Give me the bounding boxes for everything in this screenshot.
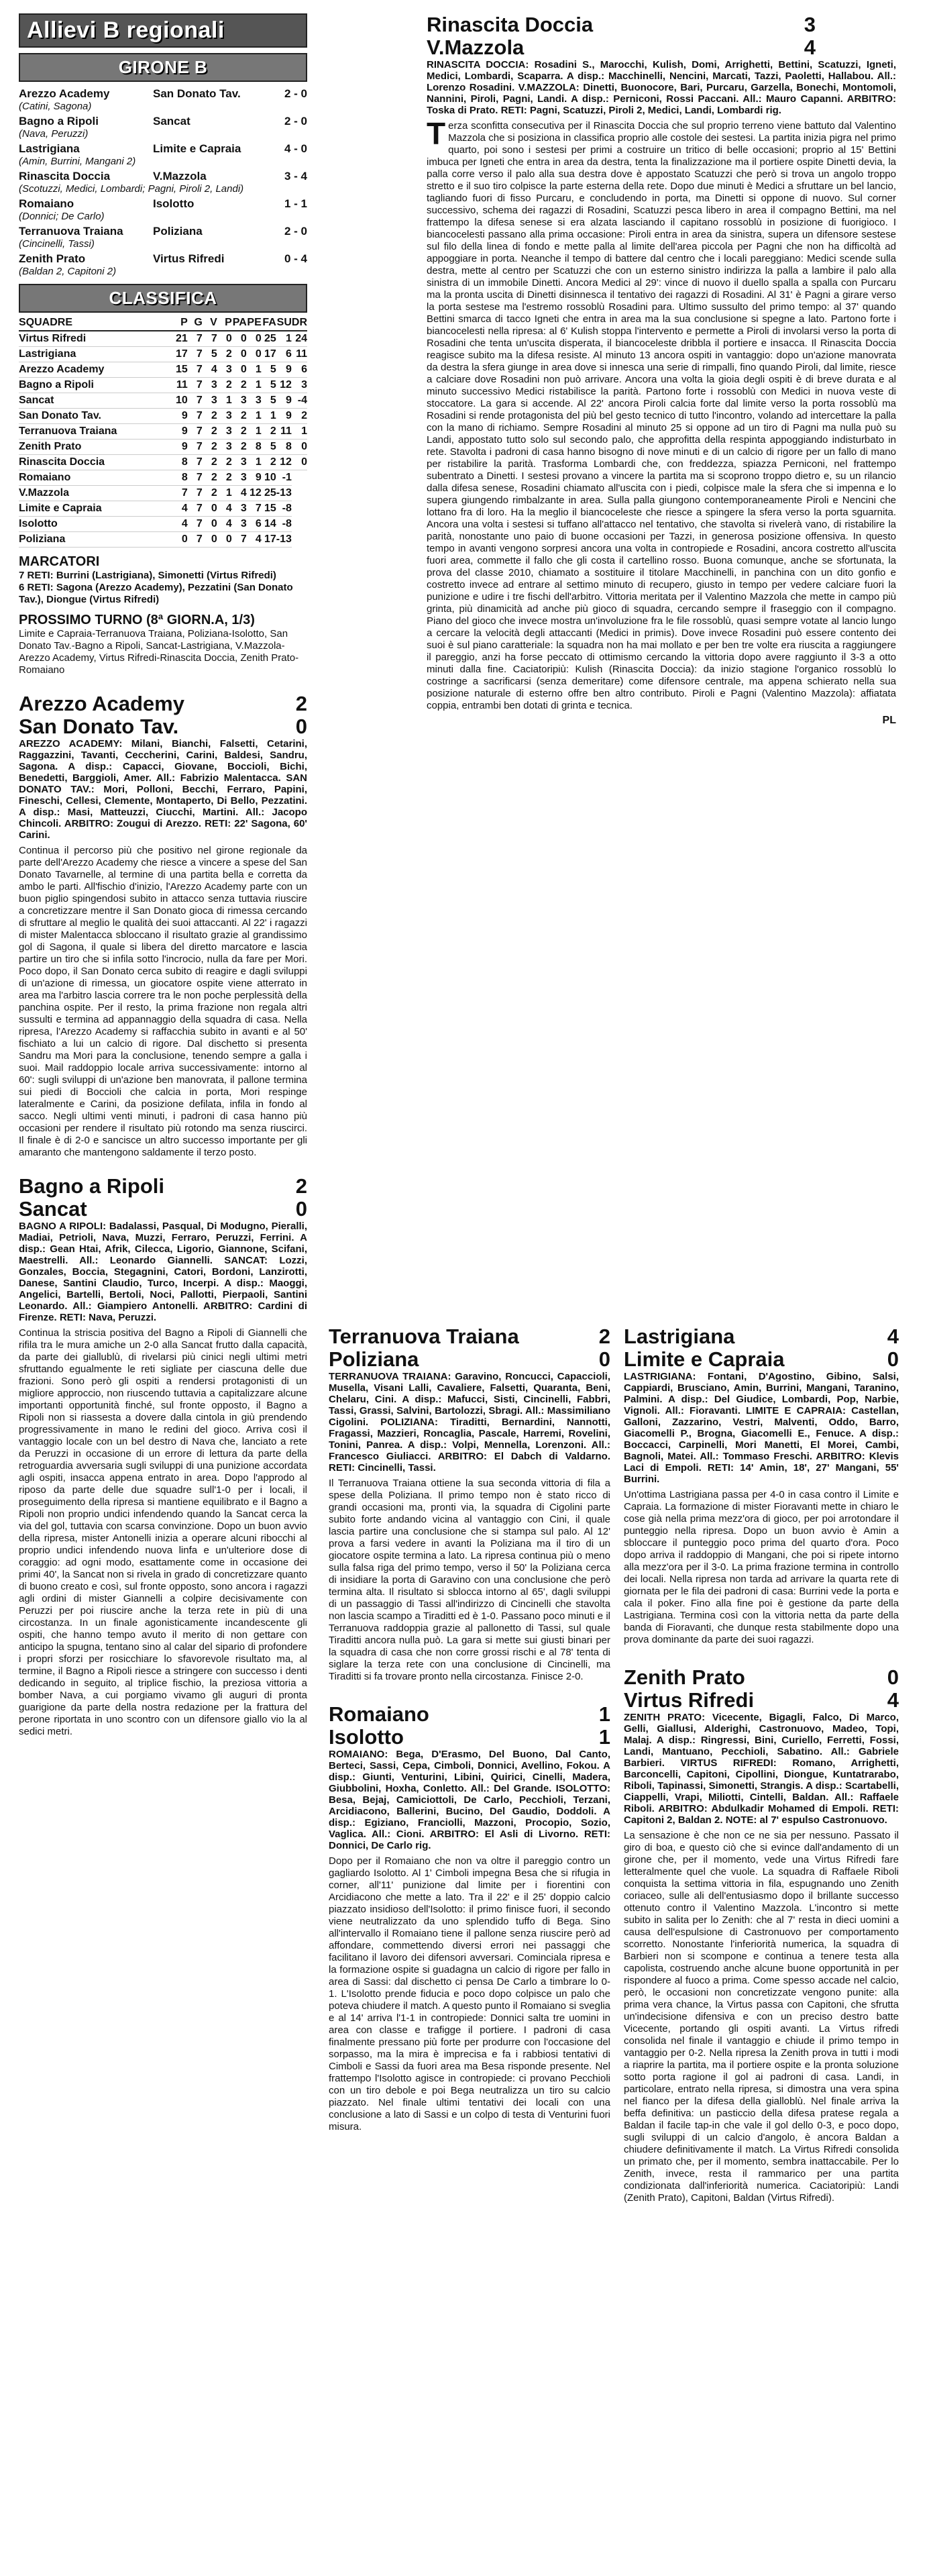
standings-team: Virtus Rifredi <box>19 331 173 347</box>
next-round-text: Limite e Capraia-Terranuova Traiana, Poliziana-Isolotto, San Donato Tav.-Bagno a Ripoli, Sancat-Lastrigiana, V.Mazzola-Arezzo Academy, Virtus Rifredi-Rinascita Doccia, Zenith Prato-Romaiano <box>19 628 299 676</box>
author-initials: PL <box>882 715 896 726</box>
standings-cell: 24 <box>292 331 307 347</box>
standings-row <box>19 455 307 470</box>
standings-cell: 17 <box>262 347 276 362</box>
standings-cell: 2 <box>203 455 217 470</box>
standings-cell: 21 <box>173 331 188 347</box>
standings-cell: 2 <box>262 424 276 440</box>
standings-cell: 12 <box>276 378 292 393</box>
standings-row <box>19 393 307 409</box>
standings-cell: 7 <box>188 393 203 409</box>
match-away-score: 0 <box>295 1197 307 1221</box>
standings-cell: 4 <box>247 532 262 548</box>
result-score: 3 - 4 <box>284 170 307 183</box>
match-away-score: 0 <box>598 1347 610 1371</box>
standings-cell: 7 <box>188 331 203 347</box>
standings-team: Terranuova Traiana <box>19 424 173 440</box>
standings-cell: -1 <box>276 470 292 486</box>
standings-table <box>19 315 307 548</box>
standings-cell: 9 <box>247 470 262 486</box>
standings-cell: 2 <box>203 486 217 501</box>
standings-team: Arezzo Academy <box>19 362 173 378</box>
standings-row <box>19 470 307 486</box>
standings-cell: 9 <box>276 393 292 409</box>
standings-banner: CLASSIFICA <box>19 284 307 313</box>
standings-cell: 15 <box>173 362 188 378</box>
match-home: Zenith Prato <box>624 1665 745 1689</box>
result-item <box>19 115 307 140</box>
standings-cell: 2 <box>232 409 247 424</box>
standings-team: Zenith Prato <box>19 440 173 455</box>
standings-cell: 11 <box>173 378 188 393</box>
standings-cell: 4 <box>203 362 217 378</box>
match-home: Bagno a Ripoli <box>19 1174 164 1198</box>
match-away: Sancat <box>19 1197 87 1221</box>
standings-cell: 5 <box>262 378 276 393</box>
match-home-score: 2 <box>598 1325 610 1348</box>
match-home: Arezzo Academy <box>19 692 184 715</box>
match-home-score: 2 <box>295 692 307 715</box>
match-away: Poliziana <box>329 1347 419 1371</box>
standings-header: SQUADRE <box>19 315 173 331</box>
standings-cell: 25 <box>262 331 276 347</box>
standings-cell: 7 <box>188 486 203 501</box>
result-score: 4 - 0 <box>284 142 307 155</box>
standings-team: Poliziana <box>19 532 173 548</box>
match-home: Rinascita Doccia <box>427 13 594 36</box>
standings-cell: 0 <box>217 331 232 347</box>
match-away-score: 4 <box>804 36 816 59</box>
standings-header: FA <box>262 315 276 331</box>
standings-header: DR <box>292 315 307 331</box>
standings-header-row <box>19 315 307 331</box>
standings-cell: 14 <box>262 517 276 532</box>
match-home-score: 4 <box>887 1325 899 1348</box>
standings-cell: 3 <box>203 378 217 393</box>
match-report: Continua la striscia positiva del Bagno a Ripoli di Giannelli che rifila tra le mura amiche un 2-0 alla Sancat frutto dalla capacità, da parte dei giallublù, di rivelarsi più cinici negli ultimi metri sfruttando egualmente le reti sigliate per ciascuna delle due frazioni. Sono però gli ospiti a rendersi protagonisti di un migliore approccio, non riuscendo tuttavia a capitalizzare alcune importanti opportunità finché, sul fronte opposto, il Bagno a Ripoli non si riassesta a dovere dalla cintola in giù prendendo progressivamente in mano le redini del gioco. Arriva così il vantaggio locale con un bel destro di Nava che, lanciato a rete da Peruzzi in occasione di un errore di lettura da parte della retroguardia avversaria sugli sviluppi di una punizione accordata agli ospiti, insacca appena entrato in area. Dopo l'approdo al riposo da parte delle due squadre sull'1-0 per i locali, il proseguimento della ripresa si mantiene equilibrato e il Bagno a Ripoli non proprio undici infendendo quando la Sancat cerca la via del gol, tuttavia con scarsa convinzione. Dopo un buon avvio della ripresa, mister Antonelli inizia a operare alcuni ribocchi al proprio undici infendendo nuova linfa e un'ulteriore dose di coraggio: ad ogni modo, esattamente come in occasione dei primi 40', la Sancat non si rivela in grado di concretizzare quanto di buono creato e così, sul fronte opposto, sono ancora i ragazzi agli ordini di mister Giannelli a colpire decisivamente con Peruzzi per poi riuscire anche la terza rete in più di una circostanza. In un finale agonisticamente incandescente gli ospiti, che hanno tempo avuto il merito di non gettare con anticipo la spugna, tentano sino al calar del sipario di profondere i propri sforzi per rosicchiare lo sfavorevole risultato ma, al termine, il Bagno a Ripoli riesce a stringere con successo i denti dedicando in seguito, al triplice fischio, la preziosa vittoria a bomber Nava, a cui porgiamo vivamo gli auguri di pronta guarigione da parte della nostra redazione per la frattura del perone riportata in uno scontro con un difensore giallo vio la al sedici metri. <box>19 1327 307 1737</box>
result-score: 2 - 0 <box>284 115 307 127</box>
standings-cell: 3 <box>217 440 232 455</box>
match-report: Un'ottima Lastrigiana passa per 4-0 in casa contro il Limite e Capraia. La formazione di mister Fioravanti mette in chiaro le cose già nella prima mezz'ora di gioco, per poi arrotondare il punteggio nella ripresa. Dopo un buon avvio è Amin a sbloccare il punteggio poco prima del quarto d'ora. Poco dopo arriva il raddoppio di Mangani, che poi si ripete intorno alla mezz'ora per il 3-0. La prima frazione termina in controllo dei locali. Nella ripresa non tarda ad arrivare la quarta rete di giornata per le fila dei padroni di casa: Burrini vede la porta e cala il poker. Fino alla fine poi è gestione da parte della Lastrigiana. Termina così con la vittoria netta da parte della banda di Fioravanti, che dunque resta stabilmente dopo una prova dominante da parte dei suoi ragazzi. <box>624 1489 899 1645</box>
standings-cell: 8 <box>173 455 188 470</box>
standings-row <box>19 486 307 501</box>
standings-cell: 1 <box>247 409 262 424</box>
match-away-score: 0 <box>887 1347 899 1371</box>
standings-cell: 2 <box>232 424 247 440</box>
result-scorers: (Baldan 2, Capitoni 2) <box>19 266 117 277</box>
standings-cell: 9 <box>173 424 188 440</box>
standings-cell: 0 <box>247 347 262 362</box>
standings-row <box>19 532 307 548</box>
standings-cell: 12 <box>247 486 262 501</box>
standings-row <box>19 378 307 393</box>
standings-cell: 4 <box>232 486 247 501</box>
standings-cell: 1 <box>247 378 262 393</box>
match-lineup: LASTRIGIANA: Fontani, D'Agostino, Gibino, Salsi, Cappiardi, Brusciano, Amin, Burrini, Mangani, Taranino, Palmini. A disp.: Del Giudice, Lombardi, Pop, Narbie, Vignoli. All.: Fioravanti. LIMITE E CAPRAIA: Castellan, Galloni, Zazzarino, Vestri, Malventi, Oddo, Barro, Giacomelli P., Brogna, Giacomelli E., Fenuce. A disp.: Boccacci, Carpinelli, Mori Manetti, El Morei, Cambi, Bagnoli, Matei. All.: Tommaso Freschi. ARBITRO: Klevis Laci di Empoli. RETI: 14' Amin, 18', 27' Mangani, 55' Burrini. <box>624 1371 899 1485</box>
result-score: 2 - 0 <box>284 87 307 100</box>
result-away: Poliziana <box>153 225 203 238</box>
result-home: Terranuova Traiana <box>19 225 123 238</box>
standings-cell: 4 <box>173 517 188 532</box>
standings-cell: 4 <box>217 501 232 517</box>
result-scorers: (Donnici; De Carlo) <box>19 211 105 222</box>
standings-team: Limite e Capraia <box>19 501 173 517</box>
standings-cell: 0 <box>232 362 247 378</box>
result-scorers: (Amin, Burrini, Mangani 2) <box>19 156 136 167</box>
standings-cell: 7 <box>188 455 203 470</box>
result-scorers: (Cincinelli, Tassi) <box>19 238 95 250</box>
standings-cell: -8 <box>276 501 292 517</box>
match-article <box>19 692 307 1159</box>
standings-cell: 5 <box>262 362 276 378</box>
result-scorers: (Nava, Peruzzi) <box>19 128 89 140</box>
standings-cell: 5 <box>262 440 276 455</box>
standings-cell: 7 <box>203 331 217 347</box>
group-banner: GIRONE B <box>19 53 307 82</box>
standings-cell: 2 <box>262 455 276 470</box>
standings-header: PA <box>232 315 247 331</box>
match-article <box>19 1175 307 1738</box>
standings-cell: 3 <box>232 455 247 470</box>
standings-cell: 5 <box>203 347 217 362</box>
standings-header: PE <box>247 315 262 331</box>
standings-cell: 0 <box>232 331 247 347</box>
match-away: Virtus Rifredi <box>624 1688 755 1712</box>
match-lineup: BAGNO A RIPOLI: Badalassi, Pasqual, Di Modugno, Pieralli, Madiai, Petrioli, Nava, Muzzi, Ferraro, Peruzzi, Ferrini. A disp.: Gean Htai, Afrik, Cilecca, Ligorio, Giannone, Scifani, Maestrelli. All.: Leonardo Giannelli. SANCAT: Lozzi, Gonzales, Boccia, Stegagnini, Catori, Bordoni, Lanzirotti, Danese, Santini Claudio, Turco, Incerpi. A disp.: Maoggi, Angelici, Bartelli, Bertoli, Noci, Pallotti, Pierpaoli, Santini Leonardo. All.: Giampiero Antonelli. ARBITRO: Cardini di Firenze. RETI: Nava, Peruzzi. <box>19 1221 307 1323</box>
result-away: Limite e Capraia <box>153 142 241 155</box>
standings-cell: 0 <box>247 331 262 347</box>
standings-cell: 7 <box>188 362 203 378</box>
result-home: Bagno a Ripoli <box>19 115 99 127</box>
result-score: 2 - 0 <box>284 225 307 238</box>
standings-team: V.Mazzola <box>19 486 173 501</box>
standings-cell: 0 <box>217 532 232 548</box>
match-away-score: 4 <box>887 1688 899 1712</box>
match-report: Il Terranuova Traiana ottiene la sua seconda vittoria di fila a spese della Poliziana. Il primo tempo non è stato ricco di grandi occasioni ma, pronti via, la squadra di Cigolini parte subito forte andando vicina al vantaggio con Cini, il quale lascia partire una conclusione che si stampa sul palo. Al 12' prova a farsi vedere in avanti la Poliziana ma il tiro di un giocatore ospite termina a lato. La ripresa continua più o meno sulla falsa riga del primo tempo, verso il 50' la Poliziana cerca di insidiare la porta di Garavino con una conclusione che però termina alta. Il risultato si sblocca intorno al 65', dagli sviluppi di un passaggio di Tassi all'indirizzo di Cincinelli che stavolta non lascia scampo a Tiraditti ed è 1-0. Passano poco minuti e il Terranuova raddoppia grazie al pallonetto di Tassi, sul quale Tiraditti ancora nulla può. La gara si mette sui giusti binari per la squadra di casa che non corre grossi rischi e al 78' tenta di siglare la terza rete con una conclusione di Cincinelli, ma Tiraditti si fa trovare pronto nella circostanza. Finisce 2-0. <box>329 1478 610 1682</box>
standings-cell: 15 <box>262 501 276 517</box>
match-away: Limite e Capraia <box>624 1347 785 1371</box>
standings-cell: -13 <box>276 532 292 548</box>
standings-cell: 10 <box>173 393 188 409</box>
standings-cell: 7 <box>188 440 203 455</box>
standings-cell: 9 <box>173 440 188 455</box>
match-article <box>624 1666 899 2204</box>
match-report: Continua il percorso più che positivo nel girone regionale da parte dell'Arezzo Academy che riesce a vincere a spese del San Donato Tavarnelle, al termine di una partita bella e corretta da ambo le parti. All'fischio d'inizio, l'Arezzo Academy parte con un buon piglio spingendosi subito in attacco senza tuttavia riuscire a concretizzare mentre il San Donato gioca di rimessa cercando di sfruttare al meglio le qualità dei suoi attaccanti. Al 22' i ragazzi di mister Malentacca sbloccano il risultato grazie al grandissimo gol di Sagona, il quale si libera del diretto marcatore e lascia partire un tiro che si infila sotto l'incrocio, nulla da fare per Mori. Poco dopo, il San Donato cerca subito di reagire e dagli sviluppi di un'azione di rimessa, un giocatore ospite viene atterrato in area ma l'arbitro lascia correre tra le non poche perplessità della panchina ospite. Per il resto, la prima frazione non regala altri sussulti e termina ad appannaggio della squadra di casa. Nella ripresa, l'Arezzo Academy si raffacchia subito in avanti e al 50' fischiato a lui un calcio di rigore. Dal dischetto si presenta Sandru ma Mori para la conclusione, tenendo sempre a galla i suoi. Mail raddoppio locale arriva successivamente: intorno al 60': sugli sviluppi di un'azione ben manovrata, il pallone termina sui piedi di Boccioli che calcia in porta, Mori respinge lateralmente e Carini, da posizione defilata, infila in fondo al sacco. Negli ultimi venti minuti, i padroni di casa hanno più occasioni per rendere il risultato più rotondo ma senza riuscirci. Il finale è di 2-0 e sancisce un altro successo importante per gli amaranto che mantengono saldamente il terzo posto. <box>19 845 307 1158</box>
match-report: Dopo per il Romaiano che non va oltre il pareggio contro un gagliardo Isolotto. Al 1' Cimboli impegna Besa che si rifugia in corner, all'11' punizione dal limite per i fiorentini con Arcidiacono che mette a lato. Tra il 22' e il 25' doppio calcio piazzato insidioso dell'Isolotto: il primo finisce fuori, il secondo viene neutralizzato da uno splendido tuffo di Bega. Sino all'intervallo il Romaiano tiene il pallone senza riuscire però ad affondare, commettendo diversi errori nei passaggi che facilitano il lavoro dei difensori avversari. Cominciala ripresa e la formazione ospite si guadagna un calcio di rigore per fallo in area di Sassi: dal dischetto ci pensa De Carlo a timbrare lo 0-1. L'Isolotto prende fiducia e poco dopo colpisce un palo che poteva chiudere il match. A questo punto il Romaiano si sveglia e al 14' arriva l'1-1 in contropiede: Donnici salta tre uomini in area con classe e trafigge il portiere. I padroni di casa finalmente pressano più forte per produrre con l'occasione del sorpasso, ma la mira è imprecisa e fa i rabbiosi tentativi di Cimboli e Sassi da fuori area ma Besa risponde presente. Nel frattempo l'Isolotto agisce in contropiede: ci provano Pecchioli con un tiro debole e poi Bega neutralizza un tiro su calcio piazzato. Nel finale ultimi tentativi dei locali con una conclusione a lato di Sassi e un colpo di testa di Venturini fuori misura. <box>329 1855 610 2132</box>
standings-cell: 7 <box>188 409 203 424</box>
standings-cell: 3 <box>247 393 262 409</box>
standings-header: V <box>203 315 217 331</box>
standings-cell: 2 <box>203 440 217 455</box>
result-item <box>19 197 307 222</box>
standings-cell: 7 <box>188 424 203 440</box>
match-article <box>329 1325 610 2133</box>
result-scorers: (Scotuzzi, Medici, Lombardi; Pagni, Piroli 2, Landi) <box>19 183 244 195</box>
standings-cell: 2 <box>217 455 232 470</box>
standings-cell: 7 <box>188 347 203 362</box>
standings-team: Isolotto <box>19 517 173 532</box>
result-home: Arezzo Academy <box>19 87 110 100</box>
standings-cell: 2 <box>203 424 217 440</box>
result-score: 1 - 1 <box>284 197 307 210</box>
standings-cell: 0 <box>203 532 217 548</box>
standings-cell: 8 <box>173 470 188 486</box>
standings-cell: 1 <box>262 409 276 424</box>
standings-cell: 1 <box>292 424 307 440</box>
match-home-score: 1 <box>598 1702 610 1726</box>
standings-team: San Donato Tav. <box>19 409 173 424</box>
match-away: V.Mazzola <box>427 36 525 59</box>
standings-cell: 17 <box>262 532 276 548</box>
results-list <box>19 87 307 277</box>
match-home-score: 0 <box>887 1665 899 1689</box>
match-lineup: ZENITH PRATO: Vicecente, Bigagli, Falco, Di Marco, Gelli, Giallusi, Alderighi, Castronuovo, Madeo, Topi, Malaj. A disp.: Ringressi, Bini, Curiello, Ferretti, Fossi, Landi, Mantuano, Pecchioli, Sabatino. All.: Gabriele Barbieri. VIRTUS RIFREDI: Romano, Arrighetti, Barconcelli, Capitoni, Cipollini, Diongue, Kuntatrarabo, Riboli, Tapinassi, Simonetti, Strangis. A disp.: Scartabelli, Ciappelli, Vrapi, Miliotti, Cintelli, Baldan. All.: Raffaele Riboli. ARBITRO: Abdulkadir Mohamed di Empoli. RETI: Capitoni 2, Baldan 2. NOTE: al 7' espulso Castronuovo. <box>624 1712 899 1826</box>
standings-cell: 3 <box>292 378 307 393</box>
standings-body <box>19 331 307 548</box>
standings-header: P <box>217 315 232 331</box>
standings-cell: 1 <box>247 455 262 470</box>
match-away: San Donato Tav. <box>19 715 179 738</box>
standings-cell: 2 <box>217 470 232 486</box>
standings-cell: 7 <box>188 532 203 548</box>
result-away: Sancat <box>153 115 190 127</box>
result-item <box>19 252 307 277</box>
standings-cell: 0 <box>203 517 217 532</box>
result-home: Rinascita Doccia <box>19 170 111 183</box>
standings-cell: 5 <box>262 393 276 409</box>
result-item <box>19 142 307 167</box>
standings-cell: 9 <box>276 362 292 378</box>
standings-header: G <box>188 315 203 331</box>
match-lineup: AREZZO ACADEMY: Milani, Bianchi, Falsetti, Cetarini, Raggazzini, Tavanti, Ceccherini, Carini, Baldesi, Sandru, Sagona. A disp.: Capacci, Giovane, Boccioli, Bichi, Benedetti, Barggioli, Amer. All.: Fabrizio Malentacca. SAN DONATO TAV.: Mori, Polloni, Becchi, Ferraro, Papini, Fineschi, Cellesi, Clemente, Montaperto, Di Bello, Pezzatini. A disp.: Masi, Matteuzzi, Ciucchi, Martini. All.: Jacopo Chincoli. ARBITRO: Zougui di Arezzo. RETI: 22' Sagona, 60' Carini. <box>19 738 307 841</box>
standings-cell: 12 <box>276 455 292 470</box>
match-report: Terza sconfitta consecutiva per il Rinascita Doccia che sul proprio terreno viene battuto dal Valentino Mazzola che si posiziona in classifica proprio alle costole dei sestesi. La partita inizia pigra nel primo quarto, poi sono i sestesi per primi a costruire un tritico di belle occasioni; proprio al 15' Bettini imbuca per Igneti che entra in area da destra, tenta la finalizzazione ma il portiere ospite Dinetti devia, la palla corre verso il palo alla sua destra dove è appostato Scatuzzi che però si trova un angolo troppo stretto e il suo tiro colpisce la parte esterna della rete. Dopo due minuti è Medici a sfruttare un bel lancio, tagliando fuori di fisso Purcaru, e concludendo in porta, ma Dinetti si oppone di nuovo. Sul corner successivo, schema dei ragazzi di Rosadini, Scatuzzi pesca libero in area il compagno Bettini, ma nel frattempo la difesa senese si era alzata lasciando il capitano rossoblù in posizione di fuorigioco. I biancocelesti passano alla prima occasione: Piroli entra in area da sinistra, supera un difensore sestese sul filo della linea di fondo e mette palla al limite dell'area piccola per Pagni che non ha difficoltà ad appoggiare in porta. Neanche il tempo di battere dal centro che i locali pareggiano: Medici scende sulla destra, mette al centro per Scatuzzi che con un esterno sinistro indirizza la palla a lambire il palo alla sinistra di un immobile Dinetti. Ancora Medici al 29': vince di nuovo il duello spalla a spalla con Purcaru ma la pronta uscita di Dinetti disinnesca il tentativo dei ragazzi di Rosadini. Al 31' è Pagni a girare verso la porta sestese ma l'estremo rossoblù Rosadini para. Ultimo sussulto del primo tempo: al 37' quando Bettini smarca di tacco Igneti che entra in area ma la sua conclusione si spegne a lato. Partono forte i biancocelesti nella ripresa: al 6' Kulish stoppa l'intervento e permette a Piroli di involarsi verso la porta di Rosadini che tenta un'uscita disperata, il biancoceleste dribbla il portiere e insacca. Il Rinascita Doccia reagisce subito ma la difesa resiste. Al minuto 13 ancora ospiti in vantaggio: dopo un'azione manovrata da destra la sfera giunge in area dove si innesca una serie di rimpalli, fino quando Piroli, dal limite, riesce a calciare dove Rosadini non può arrivare. Ancora una volta la gioia degli ospiti è di breve durata e al minuto successivo Medici ristabilisce la parità. Partono forte i rossoblù con Medici in nuova veste di stoccatore. La gara si accende. Al 22' ancora Piroli calcia forte dal limite verso la porta rossoblù ma Rosadini si rende protagonista del più bel gesto tecnico di tutto l'incontro, volando ad intercettare la palla con la mano di richiamo. Sempre Rosadini al minuto 25 si oppone ad un tiro di Pagni ma nulla può su Landi, appostato tutto solo sul secondo palo, che approfitta della respinta appoggiando indisturbato in rete. Stavolta i padroni di casa hanno bisogno di nove minuti e di un calcio di rigore per un fallo di mano per ristabilire la parità. Trasforma Lombardi che, con freddezza, spiazza Perniconi, nel frattempo subentrato a Dinetti. I sestesi provano a vincere la partita ma si scoprono troppo dietro e, su un rilancio dalla difesa senese, Rosadini chiamato all'uscita con i piedi, colpisce male la sfera che si impenna e lo supera giungendo rimbalzante in area. Sulla palla giungono contemporaneamente Piroli e Nencini che lottano fra di loro. Ha la meglio il biancoceleste che riesce a spingere la sfera verso la porta sguarnita. Ancora una volta i sestesi si tuffano all'attacco nel tentativo, che stavolta si rivelerà vano, di ristabilire la parità, nonostante uno paio di buone occasioni per Tazzi, in generosa posizione offensiva. In questo tempo in avanti vengono sorpresi ancora una volta in contropiede e Rosadini, ancora costretto all'uscita fuori area, commette il fallo che gli costa il cartellino rosso. Buona comunque, anche se sfortunata, la prova del classe 2010, chiamato a sostituire il titolare Macchinelli, in panchina con un dito gonfio e costretto invece ad entrare al settimo minuto di recupero, giusto in tempo per vedere calciare fuori la punizione e udire i tre fischi dell'arbitro. Vittoria meritata per il Valentino Mazzola che mette in campo più grinta, più dinamicità ad anche più gioco di squadra, cercando sempre il fraseggio con il compagno. Piano del gioco che invece mostra un'involuzione fra le file rossoblù, quasi sempre votate al lancio lungo a cercare la velocità degli attaccanti (Medici in primis). Dove invece Rosadini può essere contento dei suoi è sul piano caratteriale: la squadra non ha mai mollato e per ben tre volte era riuscita a raggiungere il pareggio, anzi ha forse peccato di ottimismo cercando la vittoria dopo avere raggiunto il 3-3 a otto minuti dalla fine. Caciatoripiù: Kulish (Rinascita Doccia): da inizio stagione l'organico rossoblù lo costringe a sacrificarsi (senza demeritare) come difensore centrale, ma appena schierato nella sua posizione naturale di esterno offre ben altro contributo. Piroli e Pagni (Valentino Mazzola): affiatata coppia, entrambi ben dotati di grinta e tecnica. <box>427 116 896 711</box>
standings-row <box>19 409 307 424</box>
match-article <box>624 1325 899 2204</box>
scorers-line: 6 RETI: Sagona (Arezzo Academy), Pezzatini (San Donato Tav.), Diongue (Virtus Rifredi) <box>19 582 293 605</box>
standings-team: Bagno a Ripoli <box>19 378 173 393</box>
standings-row <box>19 331 307 347</box>
standings-cell: 9 <box>276 409 292 424</box>
match-lineup: ROMAIANO: Bega, D'Erasmo, Del Buono, Dal Canto, Berteci, Sassi, Cepa, Cimboli, Donnici, Avellino, Fokou. A disp.: Giunti, Venturini, Libini, Quirici, Cinelli, Madera, Giubbolini, Hoxha, Conletto. All.: Del Grande. ISOLOTTO: Besa, Bejaj, Camiciottoli, De Carlo, Pecchioli, Terzani, Arcidiacono, Ballerini, Bucino, Del Gaudio, Doddoli. A disp.: Egiziano, Franciolli, Mazzoni, Procopio, Sozio, Vaglica. All.: Cioni. ARBITRO: El Asli di Livorno. RETI: Donnici, De Carlo rig. <box>329 1749 610 1851</box>
result-home: Zenith Prato <box>19 252 86 265</box>
standings-row <box>19 347 307 362</box>
result-home: Romaiano <box>19 197 74 210</box>
standings-cell: 3 <box>217 424 232 440</box>
standings-cell: 6 <box>292 362 307 378</box>
match-lineup: RINASCITA DOCCIA: Rosadini S., Marocchi, Kulish, Domi, Arrighetti, Bettini, Scatuzzi, Igneti, Medici, Lombardi, Scaparra. A disp.: Macchinelli, Nencini, Marcati, Tazzi, Paoletti, Hallabou. All.: Lorenzo Rosadini. V.MAZZOLA: Dinetti, Buonocore, Bari, Purcaru, Garzella, Bonechi, Montomoli, Nannini, Piroli, Pagni, Landi. A disp.: Perniconi, Rossi Paccani. All.: Mauro Capanni. ARBITRO: Toska di Prato. RETI: Pagni, Scatuzzi, Piroli 2, Medici, Landi, Lombardi rig. <box>427 59 896 116</box>
standings-cell: 7 <box>173 486 188 501</box>
standings-cell: 6 <box>247 517 262 532</box>
section-banner-title: Allievi B regionali <box>19 13 307 48</box>
standings-cell: 3 <box>232 501 247 517</box>
match-lineup: TERRANUOVA TRAIANA: Garavino, Roncucci, Capaccioli, Musella, Visani Lalli, Cavaliere, Falsetti, Quaranta, Beni, Chelaru, Cini. A disp.: Mafucci, Sisti, Cincinelli, Fabbri, Tassi, Grassi, Salvini, Bartolozzi, Sbragi. All.: Massimiliano Cigolini. POLIZIANA: Tiraditti, Bernardini, Nannotti, Fragassi, Mazzieri, Roncaglia, Pascale, Harremi, Rovelini, Tonini, Panrea. A disp.: Volpi, Mennella, Lorenzoni. All.: Francesco Giuliacci. ARBITRO: El Dabch di Valdarno. RETI: Cincinelli, Tassi. <box>329 1371 610 1474</box>
standings-cell: 1 <box>276 331 292 347</box>
standings-cell: 1 <box>247 362 262 378</box>
result-item <box>19 225 307 250</box>
standings-cell: 1 <box>217 486 232 501</box>
standings-cell: 9 <box>173 409 188 424</box>
standings-cell: 10 <box>262 470 276 486</box>
match-article <box>427 13 896 727</box>
match-report: La sensazione è che non ce ne sia per nessuno. Passato il giro di boa, e questo ciò che si evince dall'andamento di un girone che, per il momento, vede una Virtus Rifredi fare letteralmente quel che vuole. La squadra di Raffaele Riboli conquista la settima vittoria in fila, espugnando uno Zenith coriaceo, sulle ali dell'entusiasmo dopo il brillante successo ottenuto contro il Valentino Mazzola. L'incontro si mette subito in salita per lo Zenith: che al 7' resta in dieci uomini a causa dell'espulsione di Castronuovo per comportamento scorretto. Nonostante l'inferiorità numerica, la squadra di Barbieri non si scompone e continua a tenere testa alla capolista, costruendo anche alcune buone opportunità in per rispondere al fuoco a prima. Come spesso accade nel calcio, però, le occasioni non concretizzate vengono punite: alla prima vera chance, la Virtus passa con Capitoni, che sfrutta un'indecisione difensiva e con un preciso destro batte Vicecente, portando gli ospiti avanti. La Virtus rifredi consolida nel finale il vantaggio e chiude il primo tempo in vantaggio per 0-2. Nella ripresa la Zenith prova in tutti i modi a riaprire la partita, ma il portiere ospite e la pronta soluzione sotto porta ragione il gol ai padroni di casa. Landi, in particolare, entrato nella ripresa, si dimostra una vera spina nel fianco per la difesa della gialloblù. Nel finale arriva la beffa definitiva: un pasticcio della difesa pratese regala a Baldan il facile tap-in che vale il gol dello 0-3, e poco dopo, sugli sviluppi di un calcio d'angolo, è ancora Baldan a chiudere definitivamente il match. La Virtus Rifredi consolida un primato che, per il momento, sembra inattaccabile. Per lo Zenith, invece, resta il rammarico per una partita condizionata dall'inferiorità numerica. Caciatoripiù: Landi (Zenith Prato), Capitoni, Baldan (Virtus Rifredi). <box>624 1830 899 2204</box>
result-item <box>19 170 307 195</box>
next-round-title: PROSSIMO TURNO (8ª GIORN.A, 1/3) <box>19 613 255 627</box>
standings-cell: -8 <box>276 517 292 532</box>
scorers-title: MARCATORI <box>19 554 100 569</box>
standings-row <box>19 517 307 532</box>
match-home: Terranuova Traiana <box>329 1325 519 1348</box>
match-home: Romaiano <box>329 1702 429 1726</box>
standings-cell: 2 <box>217 378 232 393</box>
match-away-score: 1 <box>598 1725 610 1749</box>
standings-header: SU <box>276 315 292 331</box>
standings-cell: 3 <box>203 393 217 409</box>
standings-cell: 2 <box>232 440 247 455</box>
standings-cell: 8 <box>276 440 292 455</box>
standings-cell: 3 <box>217 362 232 378</box>
standings-cell: 8 <box>247 440 262 455</box>
standings-cell: 2 <box>232 378 247 393</box>
standings-team: Rinascita Doccia <box>19 455 173 470</box>
match-article <box>329 1703 610 2133</box>
result-away: San Donato Tav. <box>153 87 241 100</box>
match-home-score: 3 <box>804 13 816 36</box>
scorers-line: 7 RETI: Burrini (Lastrigiana), Simonetti (Virtus Rifredi) <box>19 570 276 581</box>
result-away: Isolotto <box>153 197 195 210</box>
standings-cell: 1 <box>217 393 232 409</box>
standings-team: Sancat <box>19 393 173 409</box>
standings-row <box>19 501 307 517</box>
standings-cell: 7 <box>188 517 203 532</box>
standings-cell: -13 <box>276 486 292 501</box>
standings-team: Romaiano <box>19 470 173 486</box>
standings-cell: 7 <box>188 378 203 393</box>
result-scorers: (Catini, Sagona) <box>19 101 92 112</box>
match-away-score: 0 <box>295 715 307 738</box>
standings-cell: 0 <box>292 455 307 470</box>
result-away: V.Mazzola <box>153 170 207 183</box>
standings-cell: 7 <box>247 501 262 517</box>
result-home: Lastrigiana <box>19 142 80 155</box>
match-away: Isolotto <box>329 1725 404 1749</box>
left-column <box>19 13 307 1738</box>
result-item <box>19 87 307 112</box>
standings-cell: 0 <box>173 532 188 548</box>
match-home-score: 2 <box>295 1174 307 1198</box>
standings-cell: 2 <box>203 470 217 486</box>
standings-cell: 3 <box>232 393 247 409</box>
standings-cell: 3 <box>232 470 247 486</box>
standings-cell: 7 <box>232 532 247 548</box>
standings-cell: 0 <box>292 440 307 455</box>
standings-cell: 0 <box>203 501 217 517</box>
match-home: Lastrigiana <box>624 1325 735 1348</box>
standings-cell: 7 <box>188 470 203 486</box>
standings-cell: 25 <box>262 486 276 501</box>
standings-cell: 11 <box>292 347 307 362</box>
standings-row <box>19 424 307 440</box>
standings-row <box>19 440 307 455</box>
standings-cell: 4 <box>217 517 232 532</box>
standings-cell: 3 <box>232 517 247 532</box>
standings-header: P <box>173 315 188 331</box>
standings-cell: 2 <box>292 409 307 424</box>
standings-cell: 4 <box>173 501 188 517</box>
standings-team: Lastrigiana <box>19 347 173 362</box>
result-score: 0 - 4 <box>284 252 307 265</box>
standings-cell: 2 <box>217 347 232 362</box>
standings-cell: 1 <box>247 424 262 440</box>
standings-cell: 2 <box>203 409 217 424</box>
standings-cell: 6 <box>276 347 292 362</box>
standings-cell: 3 <box>217 409 232 424</box>
standings-cell: 7 <box>188 501 203 517</box>
standings-cell: 17 <box>173 347 188 362</box>
standings-row <box>19 362 307 378</box>
standings-cell: -4 <box>292 393 307 409</box>
standings-cell: 11 <box>276 424 292 440</box>
result-away: Virtus Rifredi <box>153 252 225 265</box>
standings-cell: 0 <box>232 347 247 362</box>
